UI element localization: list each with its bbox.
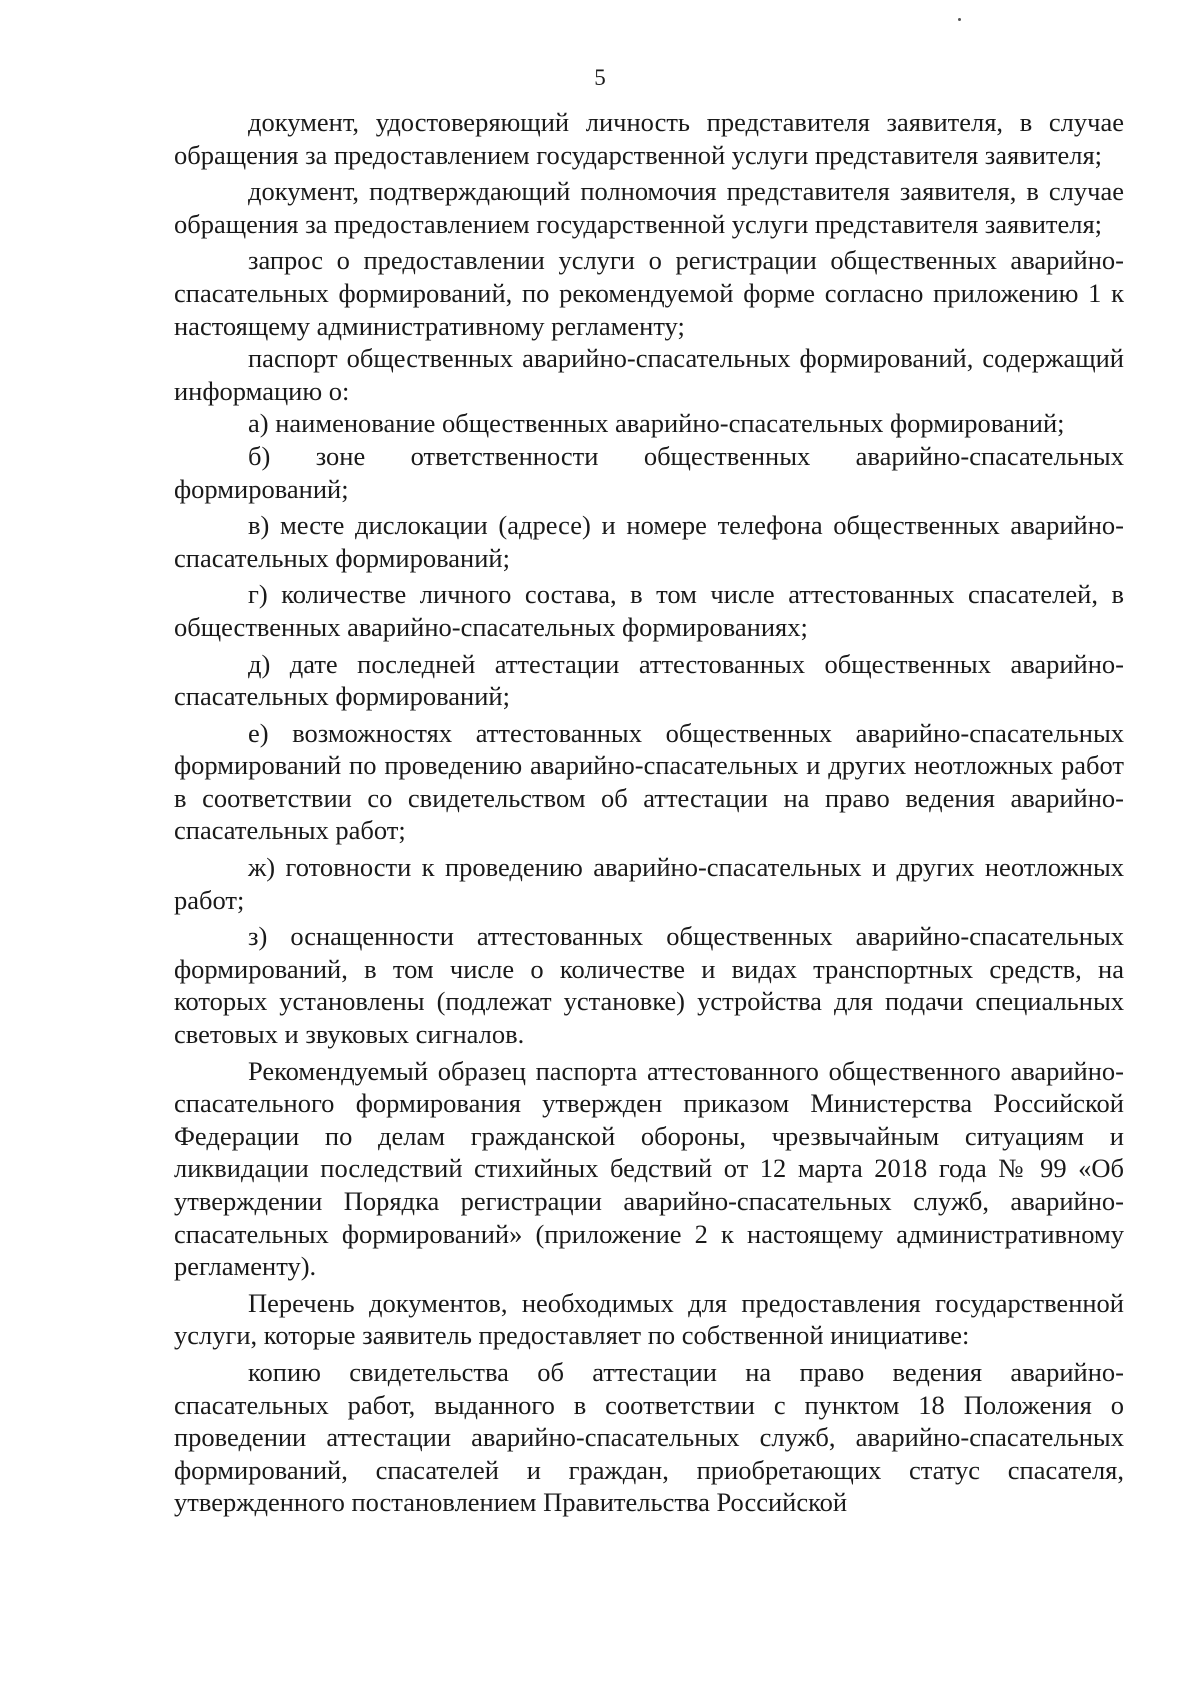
document-body xyxy=(174,106,1124,1519)
paragraph-passport-sample: Рекомендуемый образец паспорта аттестованного общественного аварийно-спасательного формирования утвержден приказом Министерства Российской Федерации по делам гражданской обороны, чрезвычайным ситуациям и ликвидации последствий стихийных бедствий от 12 марта 2018 года № 99 «Об утверждении Порядка регистрации аварийно-спасательных служб, аварийно-спасательных формирований» (приложение 2 к настоящему административному регламенту). xyxy=(174,1055,1124,1282)
paragraph-passport: паспорт общественных аварийно-спасательных формирований, содержащий информацию о: xyxy=(174,343,1124,406)
paragraph-item-e: е) возможностях аттестованных общественных аварийно-спасательных формирований по проведению аварийно-спасательных и других неотложных работ в соответствии со свидетельством об аттестации на право ведения аварийно-спасательных работ; xyxy=(174,717,1124,846)
paragraph-item-z: з) оснащенности аттестованных общественных аварийно-спасательных формирований, в том числе о количестве и видах транспортных средств, на которых установлены (подлежат установке) устройства для подачи специальных световых и звуковых сигналов. xyxy=(174,921,1124,1050)
paragraph-item-v: в) месте дислокации (адресе) и номере телефона общественных аварийно-спасательных формирований; xyxy=(174,510,1124,573)
paragraph-registration-request: запрос о предоставлении услуги о регистрации общественных аварийно-спасательных формирований, по рекомендуемой форме согласно приложению 1 к настоящему административному регламенту; xyxy=(174,245,1124,341)
paragraph-item-g: г) количестве личного состава, в том числе аттестованных спасателей, в общественных аварийно-спасательных формированиях; xyxy=(174,579,1124,642)
paragraph-item-zh: ж) готовности к проведению аварийно-спасательных и других неотложных работ; xyxy=(174,852,1124,915)
paragraph-representative-id: документ, удостоверяющий личность представителя заявителя, в случае обращения за предоставлением государственной услуги представителя заявителя; xyxy=(174,107,1124,170)
paragraph-item-b: б) зоне ответственности общественных аварийно-спасательных формирований; xyxy=(174,440,1124,504)
scan-dot-mark xyxy=(958,18,961,21)
paragraph-certificate-copy: копию свидетельства об аттестации на право ведения аварийно-спасательных работ, выданного в соответствии с пунктом 18 Положения о проведении аттестации аварийно-спасательных служб, аварийно-спасательных формирований, спасателей и граждан, приобретающих статус спасателя, утвержденного постановлением Правительства Российской xyxy=(174,1356,1124,1518)
paragraph-item-d: д) дате последней аттестации аттестованных общественных аварийно-спасательных формирований; xyxy=(174,648,1124,712)
paragraph-representative-authority: документ, подтверждающий полномочия представителя заявителя, в случае обращения за предоставлением государственной услуги представителя заявителя; xyxy=(174,176,1124,239)
paragraph-optional-documents: Перечень документов, необходимых для предоставления государственной услуги, которые заявитель предоставляет по собственной инициативе: xyxy=(174,1287,1124,1351)
paragraph-item-a: а) наименование общественных аварийно-спасательных формирований; xyxy=(248,408,1065,439)
page-number: 5 xyxy=(594,65,606,90)
